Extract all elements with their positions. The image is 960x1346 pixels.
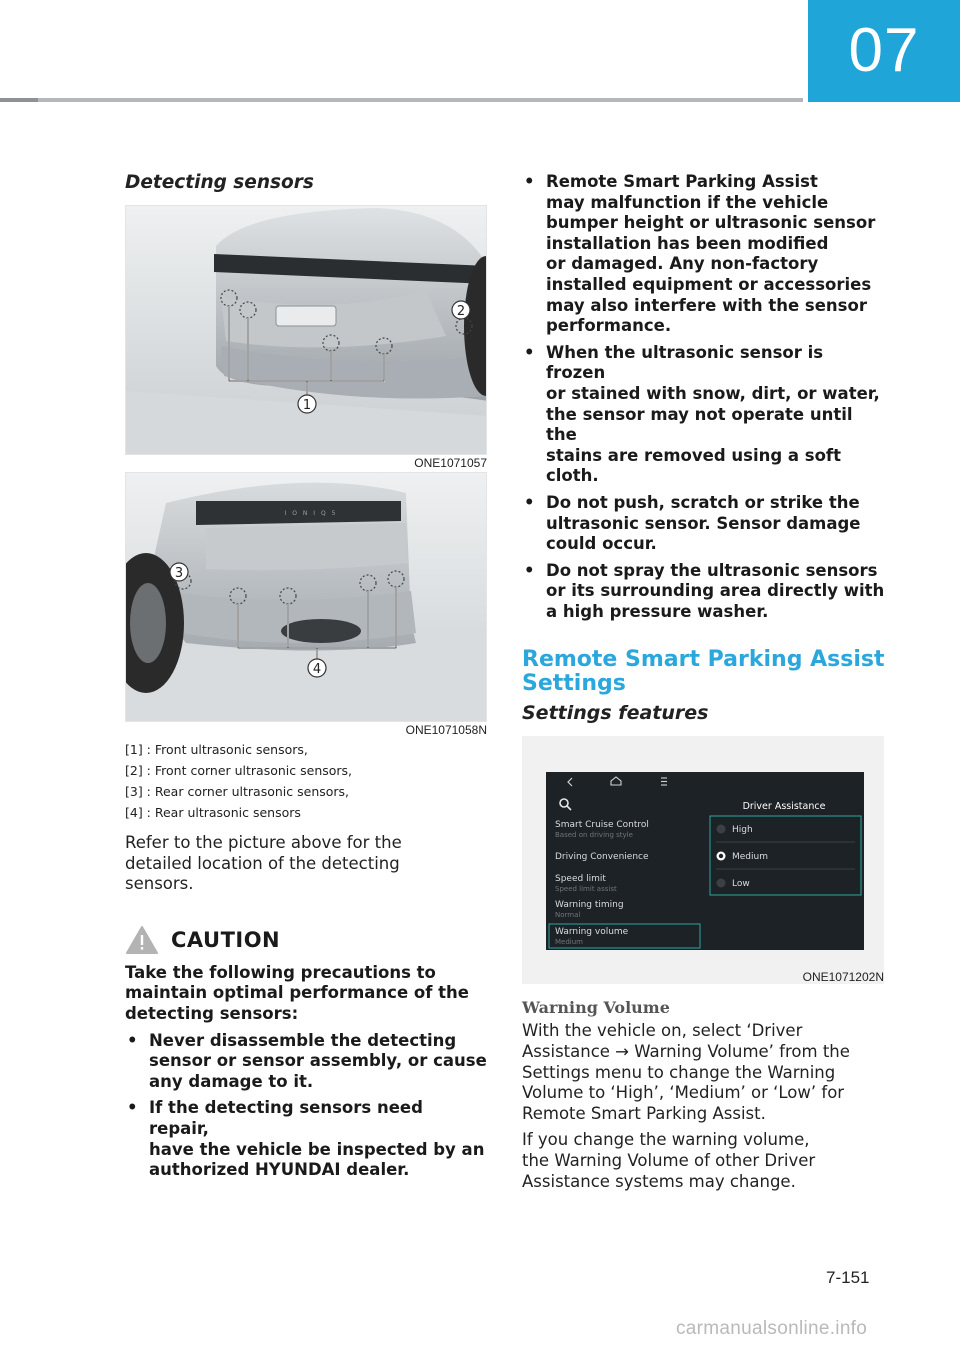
text-line: Never disassemble the detecting [149,1030,457,1050]
precaution-bullet: • Remote Smart Parking Assist may malfunction if the vehicle bumper height or ultrasonic sensor installation has been modified or damaged. Any non-factory installed equipment or accessories may also interfere with the sensor performance. [522,172,888,337]
warning-volume-paragraph [522,1021,888,1124]
callout-1: 1 [302,398,312,413]
text-line: Assistance → Warning Volume’ from the [522,1042,850,1062]
text-line: detailed location of the detecting [125,853,400,873]
text-line: authorized HYUNDAI dealer. [149,1160,410,1180]
caution-bullet: • If the detecting sensors need repair, have the vehicle be inspected by an authorized HYUNDAI dealer. [125,1098,487,1180]
text-line: could occur. [546,534,657,554]
text-line: bumper height or ultrasonic sensor [546,213,876,233]
callout-4: 4 [312,662,322,677]
text-line: Volume to ‘High’, ‘Medium’ or ‘Low’ for [522,1083,845,1103]
text-line: may also interfere with the sensor [546,295,867,315]
refer-paragraph [125,833,487,895]
text-line: sensors. [125,874,194,894]
option-low: Low [732,879,750,890]
caution-title: CAUTION [171,927,281,952]
detecting-sensors-heading: Detecting sensors [125,172,314,193]
text-line: have the vehicle be inspected by an [149,1139,485,1159]
warning-volume-heading: Warning Volume [522,998,670,1018]
text-line: Remote Smart Parking Assist [546,172,818,191]
legend-item: [1] : Front ultrasonic sensors, [125,742,308,757]
callout-3: 3 [174,566,184,581]
callout-2: 2 [456,304,466,319]
sensor-legend [125,739,487,823]
caution-bullets [125,1031,487,1181]
radio-low[interactable] [717,879,726,888]
caution-intro [125,963,487,1025]
text-line: If you change the warning volume, [522,1130,810,1150]
svg-text:I O N I Q 5: I O N I Q 5 [284,510,338,517]
text-line: may malfunction if the vehicle [546,192,829,212]
text-line: performance. [546,316,672,336]
precaution-bullet: • Do not push, scratch or strike the ultrasonic sensor. Sensor damage could occur. [522,493,888,555]
text-line: any damage to it. [149,1071,314,1091]
text-line: the Warning Volume of other Driver [522,1151,816,1171]
figure2-code: ONE1071058N [405,723,487,737]
menu-item-sub: Speed limit assist [555,885,617,894]
watermark: carmanualsonline.info [676,1318,868,1339]
text-line: With the vehicle on, select ‘Driver [522,1021,803,1041]
settings-screen-render [546,772,864,950]
settings-screen [546,772,864,950]
header-rule-accent [0,98,38,102]
text-line: a high pressure washer. [546,601,769,621]
text-line: or stained with snow, dirt, or water, [546,383,880,403]
text-line: detecting sensors: [125,1003,299,1023]
settings-screen-figure [522,736,884,984]
text-line: or damaged. Any non-factory [546,254,819,274]
section-title [522,648,888,696]
radio-high[interactable] [717,825,726,834]
text-line: or its surrounding area directly with [546,581,885,601]
text-line: Do not push, scratch or strike the [546,492,860,512]
text-line: Settings menu to change the Warning [522,1062,836,1082]
text-line: Remote Smart Parking Assist. [522,1103,766,1123]
text-line: the sensor may not operate until the [546,404,853,445]
legend-item: [3] : Rear corner ultrasonic sensors, [125,784,350,799]
menu-item-label: Warning timing [555,900,624,911]
text-line: installation has been modified [546,233,829,253]
text-line: Refer to the picture above for the [125,833,402,852]
option-medium: Medium [732,852,768,863]
text-line: maintain optimal performance of the [125,983,469,1003]
warning-triangle-icon [125,925,159,955]
menu-item-sub: Normal [555,911,581,920]
text-line: If the detecting sensors need repair, [149,1098,423,1138]
text-line: When the ultrasonic sensor is frozen [546,342,824,383]
option-high: High [732,825,753,836]
rear-car-illustration [126,473,487,722]
text-line: Assistance systems may change. [522,1171,796,1191]
left-column [125,172,487,1181]
menu-item-label: Warning volume [555,927,629,938]
menu-item-sub: Based on driving style [555,831,633,840]
menu-item-label: Speed limit [555,874,606,885]
right-column [522,172,888,1192]
text-line: stains are removed using a soft cloth. [546,445,842,486]
caution-header [125,925,487,955]
text-line: Remote Smart Parking Assist [522,647,885,673]
caution-bullet: • Never disassemble the detecting sensor or sensor assembly, or cause any damage to it. [127,1030,487,1091]
front-car-illustration [126,206,487,455]
legend-item: [2] : Front corner ultrasonic sensors, [125,763,353,778]
menu-item-label: Driving Convenience [555,852,649,863]
precaution-bullets [522,172,888,622]
text-line: ultrasonic sensor. Sensor damage [546,513,861,533]
rear-sensors-figure [125,472,487,722]
front-sensors-figure [125,205,487,455]
text-line: Do not spray the ultrasonic sensors [546,560,878,580]
header-rule [0,98,803,102]
settings-features-heading: Settings features [522,702,709,725]
text-line: installed equipment or accessories [546,274,872,294]
text-line: sensor or sensor assembly, or cause [149,1051,487,1071]
warning-volume-note [522,1130,888,1192]
text-line: Take the following precautions to [125,962,436,982]
page-number: 7-151 [826,1268,870,1287]
precaution-bullet: • Do not spray the ultrasonic sensors or its surrounding area directly with a high pressure washer. [522,561,888,623]
precaution-bullet: • When the ultrasonic sensor is frozen or stained with snow, dirt, or water, the sensor may not operate until the stains are removed using a soft cloth. [522,343,888,487]
figure3-code: ONE1071202N [802,970,884,985]
text-line: Settings [522,671,626,697]
figure1-code: ONE1071057 [414,456,487,470]
menu-item-sub: Medium [555,938,583,947]
menu-item-label: Smart Cruise Control [555,820,649,831]
screen-header: Driver Assistance [742,801,826,813]
chapter-tab: 07 [808,0,960,102]
legend-item: [4] : Rear ultrasonic sensors [125,805,301,820]
